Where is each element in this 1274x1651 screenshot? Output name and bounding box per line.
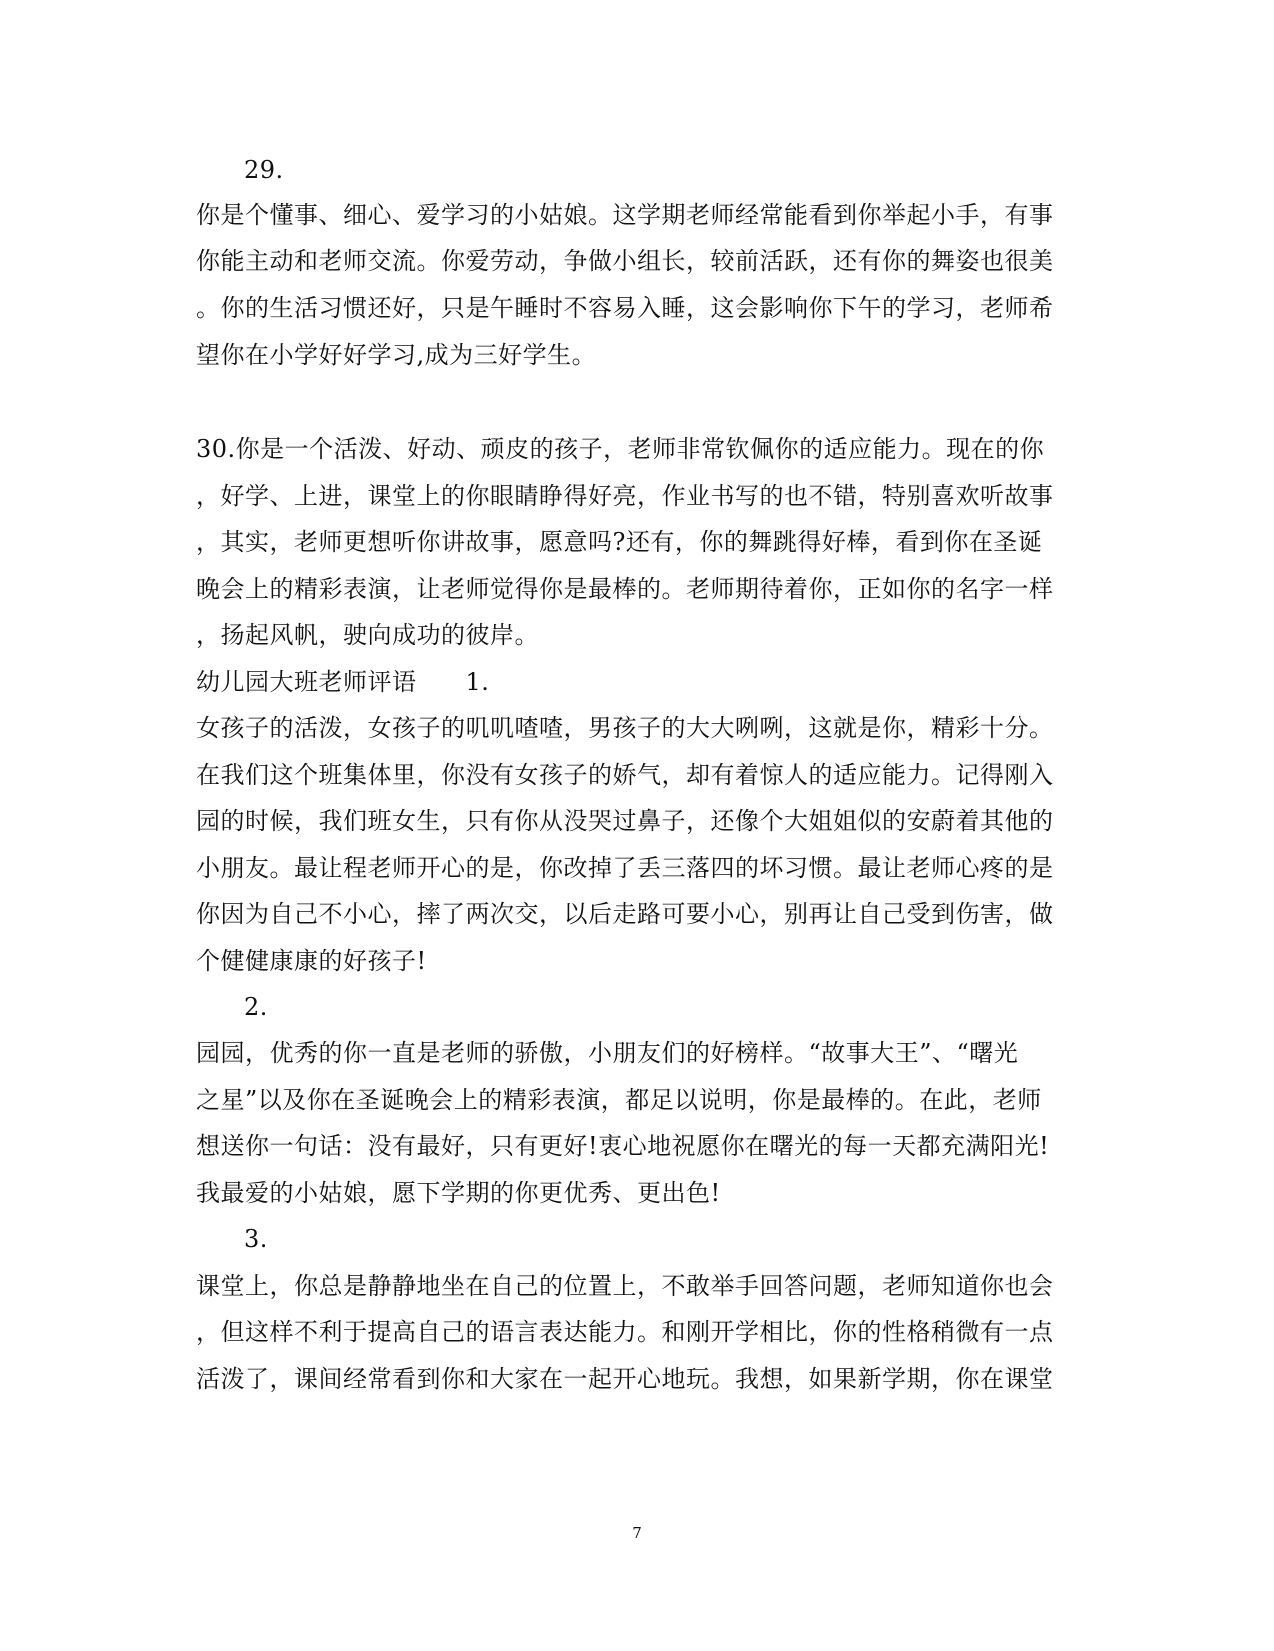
text-line: ，其实，老师更想听你讲故事，愿意吗?还有，你的舞跳得好棒，看到你在圣诞 [196,528,1043,556]
item-number-2: 2. [244,993,268,1021]
text-line: ，好学、上进，课堂上的你眼睛睁得好亮，作业书写的也不错，特别喜欢听故事 [196,482,1054,510]
text-line: 园园，优秀的你一直是老师的骄傲，小朋友们的好榜样。“故事大王”、“曙光 [196,1039,1019,1067]
text-line: 。你的生活习惯还好，只是午睡时不容易入睡，这会影响你下午的学习，老师希 [196,294,1054,322]
text-line: 活泼了，课间经常看到你和大家在一起开心地玩。我想，如果新学期，你在课堂 [196,1365,1054,1393]
text-line: ，扬起风帆，驶向成功的彼岸。 [196,621,539,649]
text-line: 想送你一句话：没有最好，只有更好!衷心地祝愿你在曙光的每一天都充满阳光! [196,1132,1050,1160]
text-line: 你是个懂事、细心、爱学习的小姑娘。这学期老师经常能看到你举起小手，有事 [196,201,1054,229]
text-line: ，但这样不利于提高自己的语言表达能力。和刚开学相比，你的性格稍微有一点 [196,1318,1054,1346]
text-line: 课堂上，你总是静静地坐在自己的位置上，不敢举手回答问题，老师知道你也会 [196,1272,1054,1300]
text-line: 园的时候，我们班女生，只有你从没哭过鼻子，还像个大姐姐似的安蔚着其他的 [196,807,1054,835]
section-heading: 幼儿园大班老师评语 1. [196,668,490,696]
item-number-29: 29. [244,156,284,184]
text-line: 30.你是一个活泼、好动、顽皮的孩子，老师非常钦佩你的适应能力。现在的你 [196,435,1045,463]
text-line: 小朋友。最让程老师开心的是，你改掉了丢三落四的坏习惯。最让老师心疼的是 [196,854,1054,882]
text-line: 在我们这个班集体里，你没有女孩子的娇气，却有着惊人的适应能力。记得刚入 [196,761,1054,789]
text-line: 女孩子的活泼，女孩子的叽叽喳喳，男孩子的大大咧咧，这就是你，精彩十分。 [196,714,1054,742]
text-line: 望你在小学好好学习,成为三好学生。 [196,341,597,369]
item-number-3: 3. [244,1225,268,1253]
page-number: 7 [632,1524,642,1542]
text-line: 我最爱的小姑娘，愿下学期的你更优秀、更出色! [196,1179,721,1207]
text-line: 你能主动和老师交流。你爱劳动，争做小组长，较前活跃，还有你的舞姿也很美 [196,247,1054,275]
text-line: 晚会上的精彩表演，让老师觉得你是最棒的。老师期待着你，正如你的名字一样 [196,575,1054,603]
text-line: 之星”以及你在圣诞晚会上的精彩表演，都足以说明，你是最棒的。在此，老师 [196,1086,1042,1114]
text-line: 你因为自己不小心，摔了两次交，以后走路可要小心，别再让自己受到伤害，做 [196,900,1054,928]
text-line: 个健健康康的好孩子! [196,947,427,975]
